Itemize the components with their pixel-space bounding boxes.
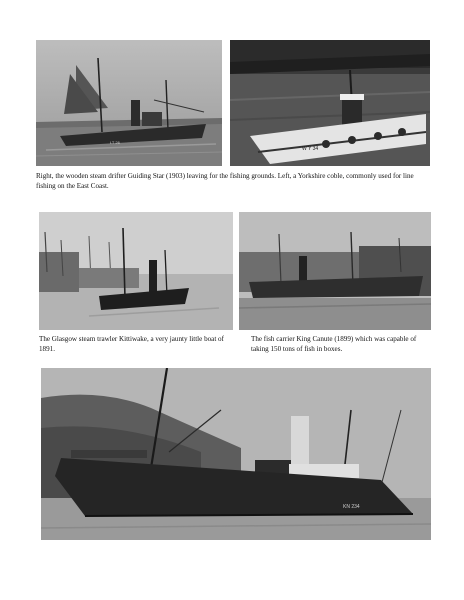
large-steam-trawler-photo — [41, 368, 431, 540]
coble-registration: W Y 34 — [302, 146, 319, 152]
steam-drifter-photo — [36, 40, 222, 166]
caption-middle-right: The fish carrier King Canute (1899) which was capable of taking 150 tons of fish in boxes. — [251, 335, 417, 353]
drifter-registration: LT 26 — [110, 140, 120, 145]
fish-carrier-photo — [239, 212, 431, 330]
yorkshire-coble-photo — [230, 40, 430, 166]
steam-trawler-photo — [39, 212, 233, 330]
caption-top: Right, the wooden steam drifter Guiding Star (1903) leaving for the fishing grounds. Left, a Yorkshire coble, commonly used for line fishing on the East Coast. — [36, 172, 414, 190]
caption-middle-left: The Glasgow steam trawler Kittiwake, a very jaunty little boat of 1891. — [39, 335, 224, 353]
carrier-registration: KN 234 — [343, 504, 360, 510]
